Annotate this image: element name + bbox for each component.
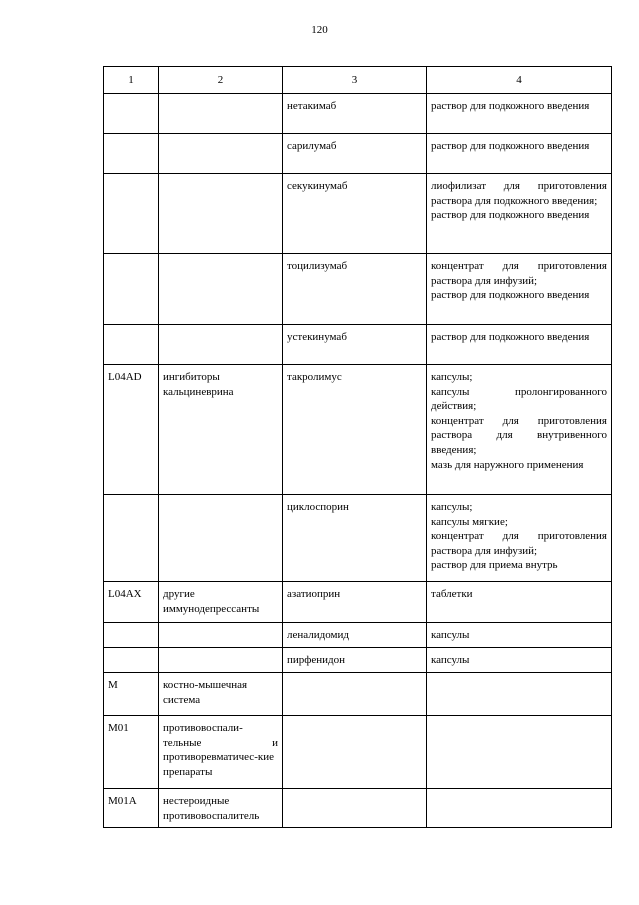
dosage-form-item: лиофилизат для приготовления раствора для подкожного введения; bbox=[431, 180, 607, 207]
dosage-form-item: раствор для приема внутрь bbox=[431, 559, 558, 572]
group-name-cell: ингибиторы кальциневрина bbox=[159, 365, 283, 495]
dosage-form-item: капсулы bbox=[431, 654, 470, 666]
dosage-form-item: раствор для подкожного введения bbox=[431, 100, 590, 112]
table-row bbox=[104, 789, 612, 828]
drug-name-cell: азатиоприн bbox=[283, 582, 427, 623]
atc-code-cell bbox=[104, 94, 159, 134]
group-name-cell bbox=[159, 325, 283, 365]
dosage-form-item: таблетки bbox=[431, 588, 473, 600]
drug-table bbox=[103, 66, 612, 828]
atc-code-cell: L04AD bbox=[104, 365, 159, 495]
atc-code-cell bbox=[104, 495, 159, 582]
atc-code-cell bbox=[104, 174, 159, 254]
drug-name-cell: тоцилизумаб bbox=[283, 254, 427, 325]
table-row bbox=[104, 254, 612, 325]
atc-code-cell bbox=[104, 254, 159, 325]
table-row bbox=[104, 648, 612, 673]
atc-code-cell: M01A bbox=[104, 789, 159, 828]
dosage-form-cell bbox=[427, 789, 612, 828]
atc-code-cell bbox=[104, 648, 159, 673]
dosage-form-item: раствор для подкожного введения bbox=[431, 289, 590, 302]
table-row bbox=[104, 174, 612, 254]
drug-name-cell bbox=[283, 673, 427, 716]
group-name-cell bbox=[159, 174, 283, 254]
header-cell-2: 2 bbox=[159, 67, 283, 94]
header-row bbox=[104, 67, 612, 94]
atc-code-cell: M bbox=[104, 673, 159, 716]
dosage-form-item: капсулы; bbox=[431, 501, 473, 513]
dosage-form-item: капсулы bbox=[431, 629, 470, 641]
atc-code-cell bbox=[104, 134, 159, 174]
header-cell-1: 1 bbox=[104, 67, 159, 94]
dosage-form-item: раствор для подкожного введения bbox=[431, 331, 590, 343]
dosage-form-cell bbox=[427, 254, 612, 325]
drug-name-cell: леналидомид bbox=[283, 623, 427, 648]
dosage-form-item: раствор для подкожного введения bbox=[431, 209, 590, 222]
dosage-form-cell bbox=[427, 365, 612, 495]
dosage-form-cell bbox=[427, 673, 612, 716]
dosage-form-item: мазь для наружного применения bbox=[431, 458, 584, 471]
dosage-form-cell bbox=[427, 648, 612, 673]
group-name-cell: другие иммунодепрессанты bbox=[159, 582, 283, 623]
drug-name-cell bbox=[283, 716, 427, 789]
header-cell-3: 3 bbox=[283, 67, 427, 94]
dosage-form-cell bbox=[427, 495, 612, 582]
table-row bbox=[104, 582, 612, 623]
drug-name-cell: такролимус bbox=[283, 365, 427, 495]
drug-name-cell: пирфенидон bbox=[283, 648, 427, 673]
group-name-cell bbox=[159, 134, 283, 174]
table-body bbox=[104, 67, 612, 828]
dosage-form-cell bbox=[427, 134, 612, 174]
table-row bbox=[104, 495, 612, 582]
dosage-form-item: концентрат для приготовления раствора для инфузий; bbox=[431, 260, 607, 287]
dosage-form-cell bbox=[427, 623, 612, 648]
table-row bbox=[104, 325, 612, 365]
group-name-cell bbox=[159, 495, 283, 582]
table-row bbox=[104, 134, 612, 174]
dosage-form-item: капсулы; bbox=[431, 371, 473, 383]
drug-name-cell: секукинумаб bbox=[283, 174, 427, 254]
page-number: 120 bbox=[311, 24, 328, 36]
dosage-form-item: раствор для подкожного введения bbox=[431, 140, 590, 152]
dosage-form-item: капсулы мягкие; bbox=[431, 515, 508, 528]
drug-name-cell bbox=[283, 789, 427, 828]
table-row bbox=[104, 94, 612, 134]
atc-code-cell: L04AX bbox=[104, 582, 159, 623]
dosage-form-cell bbox=[427, 582, 612, 623]
dosage-form-item: концентрат для приготовления раствора для внутривенного введения; bbox=[431, 414, 607, 456]
drug-name-cell: устекинумаб bbox=[283, 325, 427, 365]
group-name-cell bbox=[159, 648, 283, 673]
group-name-cell bbox=[159, 254, 283, 325]
header-cell-4: 4 bbox=[427, 67, 612, 94]
drug-name-cell: циклоспорин bbox=[283, 495, 427, 582]
table-row bbox=[104, 623, 612, 648]
dosage-form-cell bbox=[427, 174, 612, 254]
drug-name-cell: нетакимаб bbox=[283, 94, 427, 134]
dosage-form-item: концентрат для приготовления раствора для инфузий; bbox=[431, 530, 607, 557]
group-name-cell bbox=[159, 94, 283, 134]
table-row bbox=[104, 673, 612, 716]
atc-code-cell bbox=[104, 623, 159, 648]
dosage-form-cell bbox=[427, 325, 612, 365]
table-row bbox=[104, 716, 612, 789]
group-name-cell: противовоспали-тельные и противоревматичес-кие препараты bbox=[159, 716, 283, 789]
dosage-form-cell bbox=[427, 716, 612, 789]
group-name-cell: костно-мышечная система bbox=[159, 673, 283, 716]
table-row bbox=[104, 365, 612, 495]
group-name-cell bbox=[159, 623, 283, 648]
atc-code-cell: M01 bbox=[104, 716, 159, 789]
group-name-cell: нестероидные противовоспалитель bbox=[159, 789, 283, 828]
dosage-form-item: капсулы пролонгированного действия; bbox=[431, 385, 607, 413]
atc-code-cell bbox=[104, 325, 159, 365]
dosage-form-cell bbox=[427, 94, 612, 134]
drug-name-cell: сарилумаб bbox=[283, 134, 427, 174]
